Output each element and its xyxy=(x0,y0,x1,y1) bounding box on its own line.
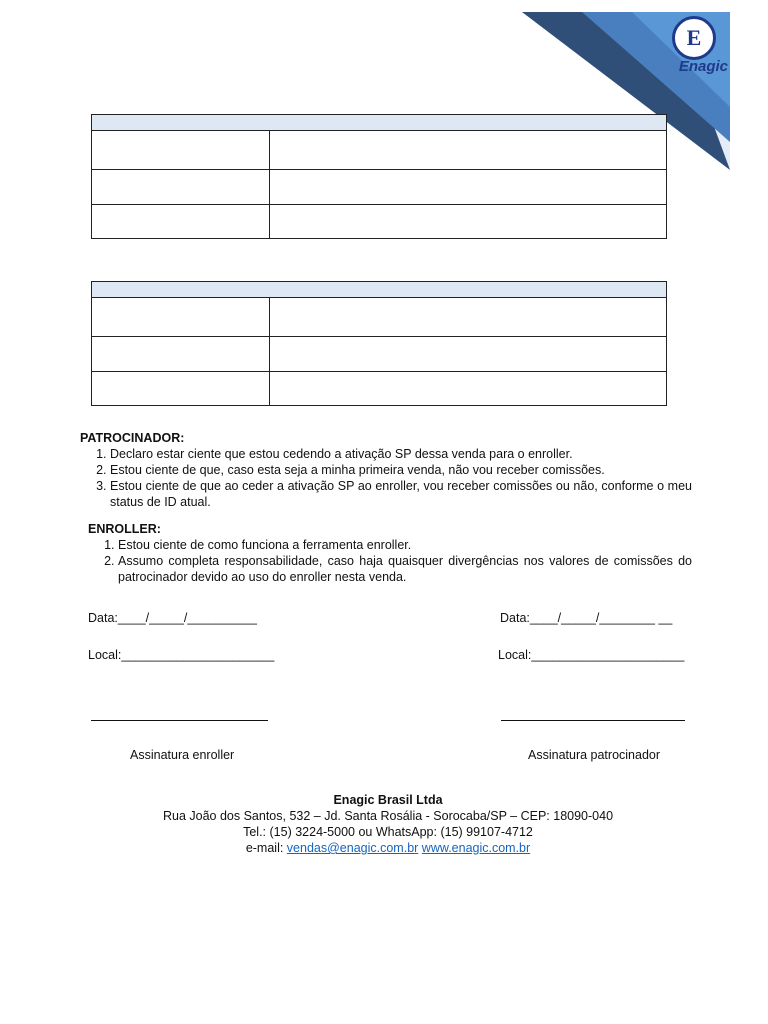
list-item: 3. Estou ciente de que ao ceder a ativação SP ao enroller, vou receber comissões ou não, conforme o meu status de ID atual. xyxy=(110,478,692,510)
table-header-cell xyxy=(92,282,667,298)
table-header-row xyxy=(92,115,667,131)
enroller-section xyxy=(88,521,692,585)
signature-line-patrocinador[interactable] xyxy=(501,720,685,721)
place-field-right[interactable]: Local:______________________ xyxy=(498,648,685,662)
table-label-cell xyxy=(92,170,270,205)
list-item: 1. Estou ciente de como funciona a ferramenta enroller. xyxy=(118,537,692,553)
list-item: 2. Assumo completa responsabilidade, caso haja quaisquer divergências nos valores de comissões do patrocinador devido ao uso do enroller nesta venda. xyxy=(118,553,692,585)
table-header-row xyxy=(92,282,667,298)
email-link[interactable]: vendas@enagic.com.br xyxy=(286,841,419,855)
table-row xyxy=(92,337,667,372)
table-row xyxy=(92,298,667,337)
signature-line-enroller[interactable] xyxy=(91,720,268,721)
list-item: 1. Declaro estar ciente que estou cedendo a ativação SP dessa venda para o enroller. xyxy=(110,446,692,462)
company-address: Rua João dos Santos, 532 – Jd. Santa Rosália - Sorocaba/SP – CEP: 18090-040 xyxy=(162,809,614,823)
table-row xyxy=(92,131,667,170)
table-header-cell xyxy=(92,115,667,131)
company-phone: Tel.: (15) 3224-5000 ou WhatsApp: (15) 99107-4712 xyxy=(243,825,533,839)
table-label-cell xyxy=(92,372,270,406)
table-row xyxy=(92,205,667,239)
footer xyxy=(0,792,768,856)
table-label-cell xyxy=(92,298,270,337)
table-input-cell[interactable] xyxy=(270,337,667,372)
patrocinador-title: PATROCINADOR: xyxy=(80,431,185,445)
table-row xyxy=(92,170,667,205)
patrocinador-section xyxy=(80,430,692,510)
table-input-cell[interactable] xyxy=(270,170,667,205)
signature-label-enroller: Assinatura enroller xyxy=(130,748,235,762)
place-field-left[interactable]: Local:______________________ xyxy=(88,648,275,662)
table-label-cell xyxy=(92,337,270,372)
company-contact xyxy=(0,840,768,856)
form-table-1 xyxy=(91,114,667,239)
form-table-2 xyxy=(91,281,667,406)
enagic-logo-icon: E xyxy=(672,16,716,60)
signature-label-patrocinador: Assinatura patrocinador xyxy=(528,748,661,762)
table-label-cell xyxy=(92,205,270,239)
enroller-title: ENROLLER: xyxy=(88,522,161,536)
table-row xyxy=(92,372,667,406)
table-label-cell xyxy=(92,131,270,170)
date-field-left[interactable]: Data:____/_____/__________ xyxy=(88,611,257,625)
patrocinador-list xyxy=(80,446,692,510)
table-input-cell[interactable] xyxy=(270,298,667,337)
table-input-cell[interactable] xyxy=(270,131,667,170)
email-label: e-mail: xyxy=(245,841,287,855)
website-link[interactable]: www.enagic.com.br xyxy=(421,841,531,855)
enroller-list xyxy=(88,537,692,585)
company-name: Enagic Brasil Ltda xyxy=(333,793,443,807)
enagic-wordmark: Enagic xyxy=(678,58,728,75)
list-item: 2. Estou ciente de que, caso esta seja a minha primeira venda, não vou receber comissões. xyxy=(110,462,692,478)
table-input-cell[interactable] xyxy=(270,372,667,406)
date-field-right[interactable]: Data:____/_____/________ __ xyxy=(500,611,673,625)
table-input-cell[interactable] xyxy=(270,205,667,239)
